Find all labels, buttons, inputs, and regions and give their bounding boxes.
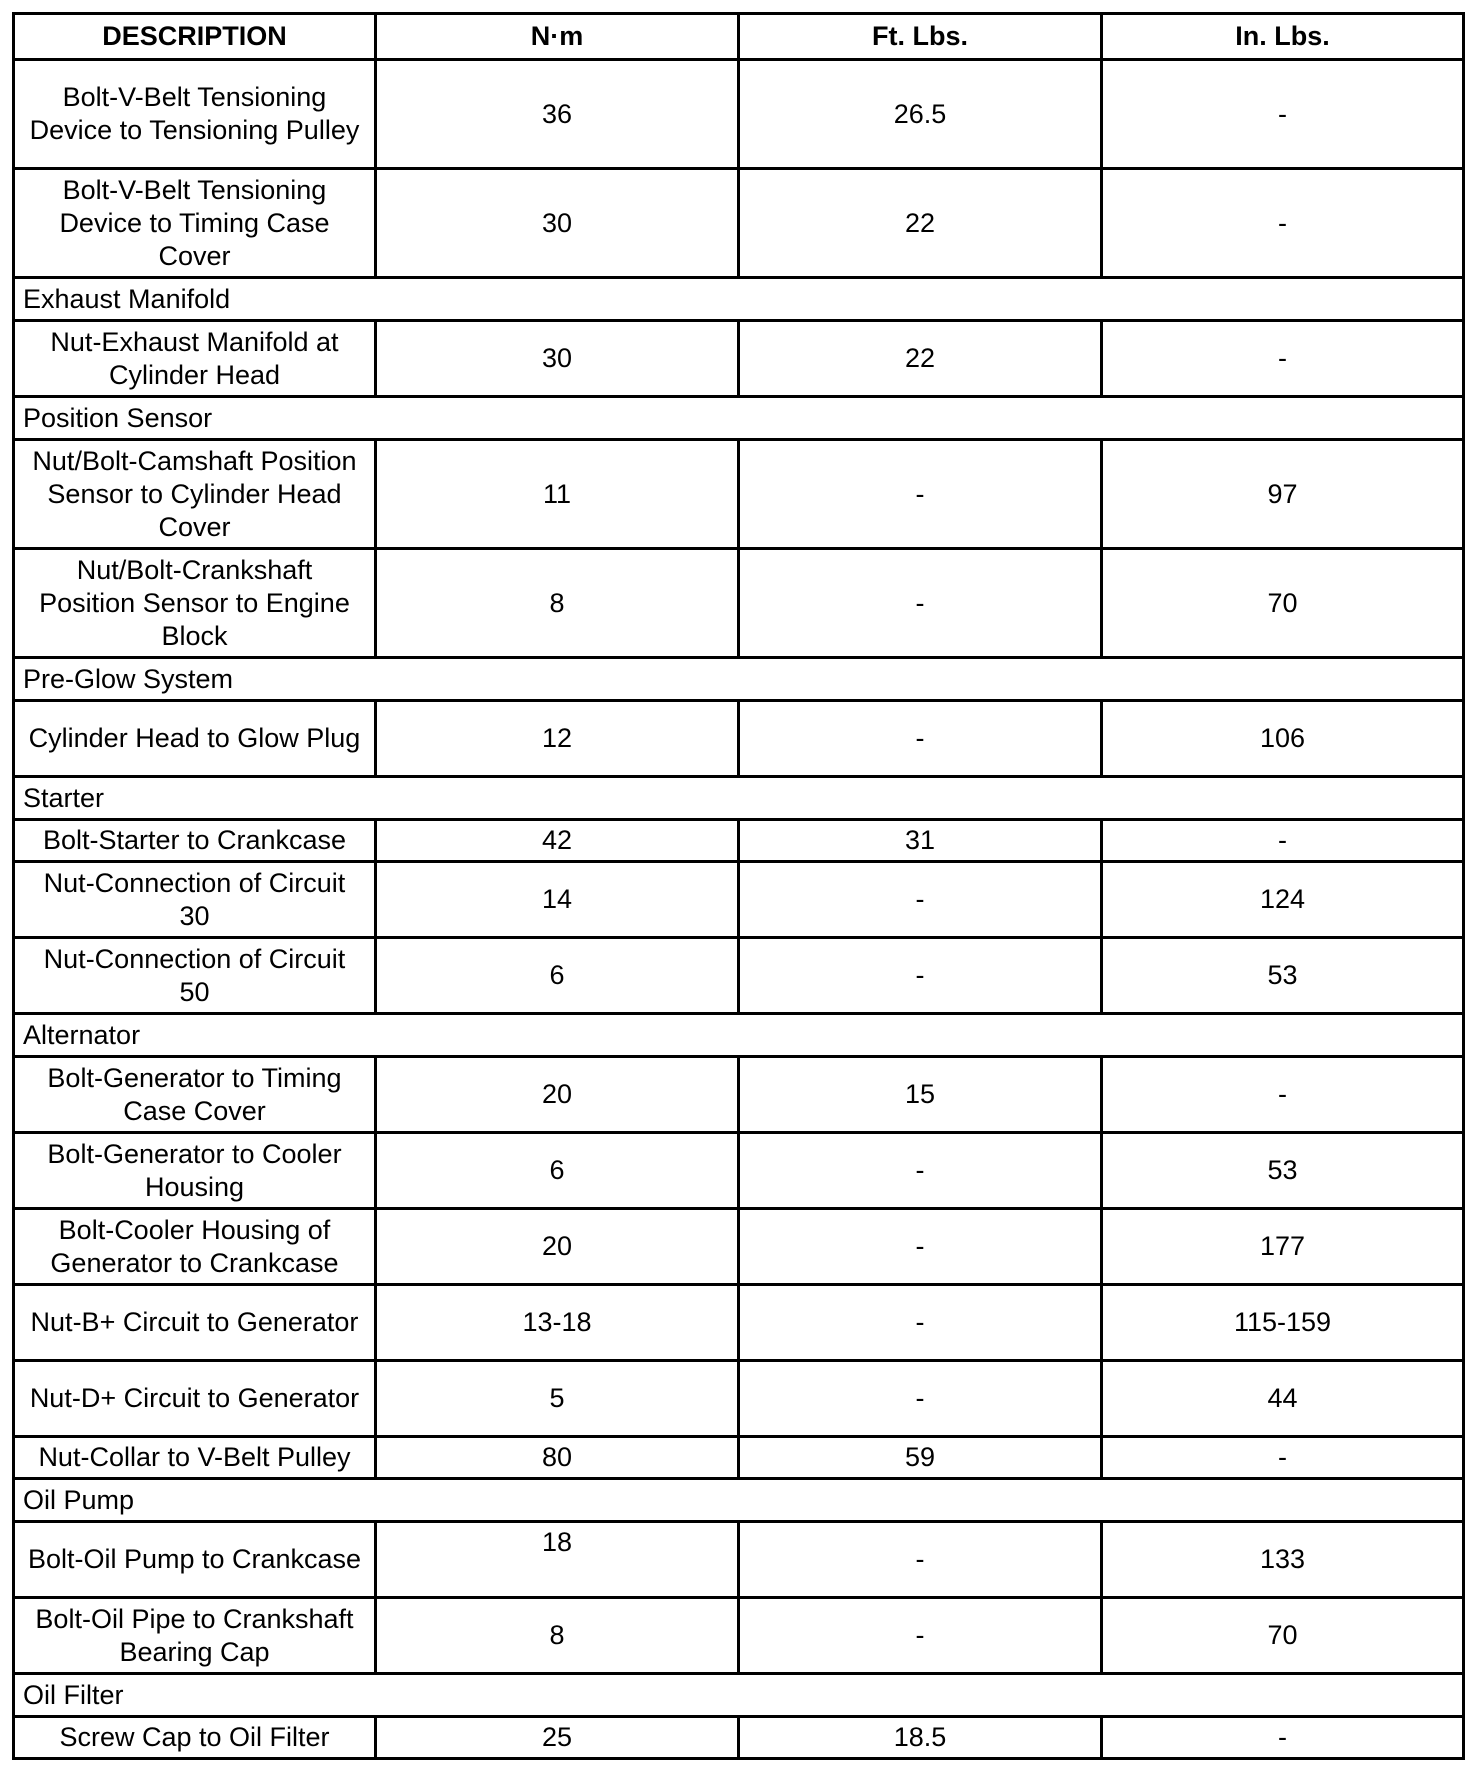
in-lbs-cell: 115-159	[1102, 1285, 1464, 1361]
table-row	[14, 1522, 1464, 1598]
description-cell: Bolt-V-Belt Tensioning Device to Tensioning Pulley	[14, 60, 376, 169]
header-description: DESCRIPTION	[14, 14, 376, 60]
ft-lbs-cell: 26.5	[739, 60, 1102, 169]
in-lbs-cell: 70	[1102, 1598, 1464, 1674]
in-lbs-cell: -	[1102, 1437, 1464, 1479]
nm-cell: 6	[376, 1133, 739, 1209]
nm-cell: 80	[376, 1437, 739, 1479]
description-cell: Cylinder Head to Glow Plug	[14, 701, 376, 777]
nm-cell: 13-18	[376, 1285, 739, 1361]
description-cell: Nut-Exhaust Manifold at Cylinder Head	[14, 321, 376, 397]
nm-cell: 8	[376, 1598, 739, 1674]
nm-cell: 30	[376, 169, 739, 278]
table-row	[14, 820, 1464, 862]
table-row	[14, 440, 1464, 549]
nm-cell: 11	[376, 440, 739, 549]
section-heading: Oil Filter	[14, 1674, 1464, 1717]
table-row	[14, 1133, 1464, 1209]
description-cell: Nut/Bolt-Camshaft Position Sensor to Cylinder Head Cover	[14, 440, 376, 549]
description-cell: Bolt-V-Belt Tensioning Device to Timing Case Cover	[14, 169, 376, 278]
ft-lbs-cell: -	[739, 440, 1102, 549]
ft-lbs-cell: -	[739, 1598, 1102, 1674]
nm-cell: 25	[376, 1717, 739, 1759]
description-cell: Nut-Collar to V-Belt Pulley	[14, 1437, 376, 1479]
table-row	[14, 1057, 1464, 1133]
section-row	[14, 1479, 1464, 1522]
description-cell: Bolt-Starter to Crankcase	[14, 820, 376, 862]
header-inch-pounds: In. Lbs.	[1102, 14, 1464, 60]
table-row	[14, 1209, 1464, 1285]
section-heading: Position Sensor	[14, 397, 1464, 440]
in-lbs-cell: -	[1102, 1057, 1464, 1133]
header-newton-meters: N·m	[376, 14, 739, 60]
ft-lbs-cell: 18.5	[739, 1717, 1102, 1759]
section-row	[14, 777, 1464, 820]
description-cell: Bolt-Oil Pump to Crankcase	[14, 1522, 376, 1598]
section-heading: Pre-Glow System	[14, 658, 1464, 701]
torque-spec-table	[12, 12, 1465, 1760]
ft-lbs-cell: -	[739, 938, 1102, 1014]
description-cell: Bolt-Cooler Housing of Generator to Crankcase	[14, 1209, 376, 1285]
description-cell: Screw Cap to Oil Filter	[14, 1717, 376, 1759]
ft-lbs-cell: 15	[739, 1057, 1102, 1133]
nm-cell: 42	[376, 820, 739, 862]
ft-lbs-cell: 22	[739, 321, 1102, 397]
ft-lbs-cell: -	[739, 1522, 1102, 1598]
table-row	[14, 862, 1464, 938]
nm-cell: 36	[376, 60, 739, 169]
in-lbs-cell: -	[1102, 321, 1464, 397]
nm-cell: 12	[376, 701, 739, 777]
section-heading: Oil Pump	[14, 1479, 1464, 1522]
ft-lbs-cell: -	[739, 862, 1102, 938]
description-cell: Bolt-Oil Pipe to Crankshaft Bearing Cap	[14, 1598, 376, 1674]
section-heading: Alternator	[14, 1014, 1464, 1057]
nm-cell: 20	[376, 1209, 739, 1285]
nm-cell: 18	[376, 1522, 739, 1598]
nm-cell: 14	[376, 862, 739, 938]
table-row	[14, 938, 1464, 1014]
section-row	[14, 658, 1464, 701]
in-lbs-cell: 133	[1102, 1522, 1464, 1598]
table-row	[14, 1361, 1464, 1437]
ft-lbs-cell: -	[739, 1285, 1102, 1361]
nm-cell: 20	[376, 1057, 739, 1133]
ft-lbs-cell: -	[739, 1361, 1102, 1437]
in-lbs-cell: 53	[1102, 1133, 1464, 1209]
description-cell: Nut-B+ Circuit to Generator	[14, 1285, 376, 1361]
section-heading: Exhaust Manifold	[14, 278, 1464, 321]
in-lbs-cell: -	[1102, 820, 1464, 862]
description-cell: Nut/Bolt-Crankshaft Position Sensor to Engine Block	[14, 549, 376, 658]
nm-cell: 8	[376, 549, 739, 658]
in-lbs-cell: 124	[1102, 862, 1464, 938]
description-cell: Bolt-Generator to Cooler Housing	[14, 1133, 376, 1209]
table-row	[14, 321, 1464, 397]
in-lbs-cell: 53	[1102, 938, 1464, 1014]
section-row	[14, 1014, 1464, 1057]
section-row	[14, 278, 1464, 321]
table-row	[14, 701, 1464, 777]
ft-lbs-cell: 59	[739, 1437, 1102, 1479]
ft-lbs-cell: -	[739, 549, 1102, 658]
nm-cell: 30	[376, 321, 739, 397]
table-row	[14, 1598, 1464, 1674]
in-lbs-cell: 177	[1102, 1209, 1464, 1285]
in-lbs-cell: -	[1102, 169, 1464, 278]
ft-lbs-cell: -	[739, 1133, 1102, 1209]
description-cell: Nut-Connection of Circuit 30	[14, 862, 376, 938]
table-row	[14, 60, 1464, 169]
ft-lbs-cell: 31	[739, 820, 1102, 862]
description-cell: Nut-D+ Circuit to Generator	[14, 1361, 376, 1437]
description-cell: Bolt-Generator to Timing Case Cover	[14, 1057, 376, 1133]
ft-lbs-cell: -	[739, 701, 1102, 777]
header-foot-pounds: Ft. Lbs.	[739, 14, 1102, 60]
nm-cell: 5	[376, 1361, 739, 1437]
in-lbs-cell: -	[1102, 60, 1464, 169]
in-lbs-cell: 44	[1102, 1361, 1464, 1437]
in-lbs-cell: -	[1102, 1717, 1464, 1759]
table-row	[14, 549, 1464, 658]
in-lbs-cell: 97	[1102, 440, 1464, 549]
table-row	[14, 1717, 1464, 1759]
table-row	[14, 1437, 1464, 1479]
ft-lbs-cell: -	[739, 1209, 1102, 1285]
section-row	[14, 1674, 1464, 1717]
section-heading: Starter	[14, 777, 1464, 820]
table-row	[14, 1285, 1464, 1361]
description-cell: Nut-Connection of Circuit 50	[14, 938, 376, 1014]
table-row	[14, 169, 1464, 278]
nm-cell: 6	[376, 938, 739, 1014]
in-lbs-cell: 70	[1102, 549, 1464, 658]
header-row	[14, 14, 1464, 60]
in-lbs-cell: 106	[1102, 701, 1464, 777]
ft-lbs-cell: 22	[739, 169, 1102, 278]
section-row	[14, 397, 1464, 440]
